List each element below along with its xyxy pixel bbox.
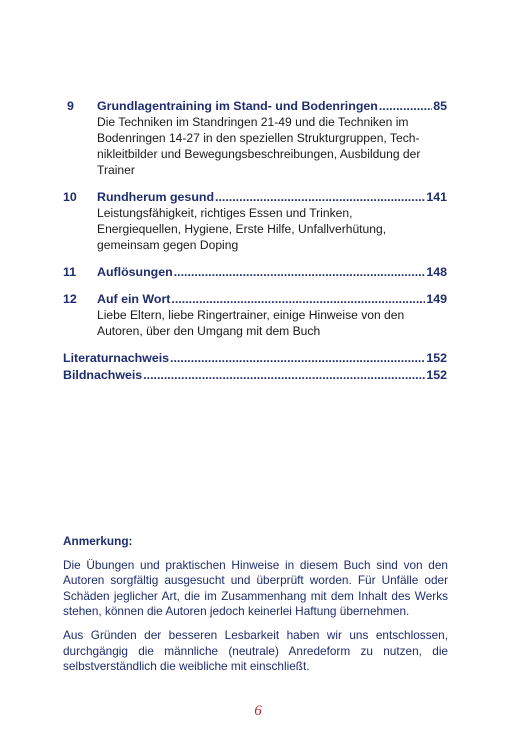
toc-entry-literaturnachweis[interactable] <box>63 350 447 366</box>
dot-leader <box>215 189 425 205</box>
page-reference: 148 <box>426 265 447 279</box>
chapter-number: 9 <box>67 99 74 113</box>
note-section <box>63 534 448 683</box>
toc-entry-bildnachweis[interactable] <box>63 367 447 383</box>
chapter-description <box>97 307 447 339</box>
dot-leader <box>171 291 425 307</box>
reference-title: Bildnachweis <box>63 368 143 382</box>
page-reference: 85 <box>433 99 447 113</box>
description-line: Liebe Eltern, liebe Ringertrainer, einige Hinweise von den <box>97 308 405 322</box>
chapter-title: Rundherum gesund <box>97 190 215 204</box>
description-line: Trainer <box>97 163 135 177</box>
page-reference: 141 <box>426 190 447 204</box>
references-list <box>63 350 447 383</box>
description-line: gemeinsam gegen Doping <box>97 238 239 252</box>
chapter-number: 11 <box>63 265 77 279</box>
dot-leader <box>143 367 425 383</box>
toc-entry-10[interactable] <box>63 189 447 253</box>
chapter-description <box>97 114 447 178</box>
table-of-contents <box>63 98 447 384</box>
description-line: nikleitbilder und Bewegungsbeschreibungen, Ausbildung der <box>97 147 421 161</box>
dot-leader <box>174 264 426 280</box>
dot-leader <box>379 98 432 114</box>
toc-entry-9[interactable] <box>63 98 447 178</box>
note-title: Anmerkung: <box>63 534 133 548</box>
chapter-title: Auf ein Wort <box>97 292 171 306</box>
chapter-description <box>97 205 447 253</box>
dot-leader <box>170 350 425 366</box>
chapter-title: Grundlagentraining im Stand- und Bodenringen <box>97 99 378 113</box>
toc-entry-12[interactable] <box>63 291 447 339</box>
reference-title: Literaturnachweis <box>63 351 170 365</box>
page-reference: 149 <box>426 292 447 306</box>
chapter-number: 12 <box>63 292 77 306</box>
page-reference: 152 <box>426 351 447 365</box>
page-number: 6 <box>254 703 262 719</box>
toc-entry-11[interactable] <box>63 264 447 280</box>
description-line: Energiequellen, Hygiene, Erste Hilfe, Unfallverhütung, <box>97 222 387 236</box>
note-paragraph-disclaimer: Die Übungen und praktischen Hinweise in diesem Buch sind von den Autoren sorgfältig ausgesucht und überprüft worden. Für Unfälle oder Schäden jeglicher Art, die im Zusammenhang mit dem Inhalt des Werks stehen, können die Autoren jedoch keinerlei Haftung übernehmen. <box>63 557 448 619</box>
description-line: Leistungsfähigkeit, richtiges Essen und Trinken, <box>97 206 353 220</box>
note-paragraph-gender: Aus Gründen der besseren Lesbarkeit haben wir uns entschlossen, durchgängig die männliche (neutrale) Anredeform zu nutzen, die selbstverständlich die weibliche mit einschließt. <box>63 627 448 674</box>
description-line: Die Techniken im Standringen 21-49 und die Techniken im <box>97 115 409 129</box>
description-line: Autoren, über den Umgang mit dem Buch <box>97 324 321 338</box>
chapter-number: 10 <box>63 190 77 204</box>
chapter-title: Auflösungen <box>97 265 173 279</box>
description-line: Bodenringen 14-27 in den speziellen Strukturgruppen, Tech- <box>97 131 420 145</box>
page-reference: 152 <box>426 368 447 382</box>
